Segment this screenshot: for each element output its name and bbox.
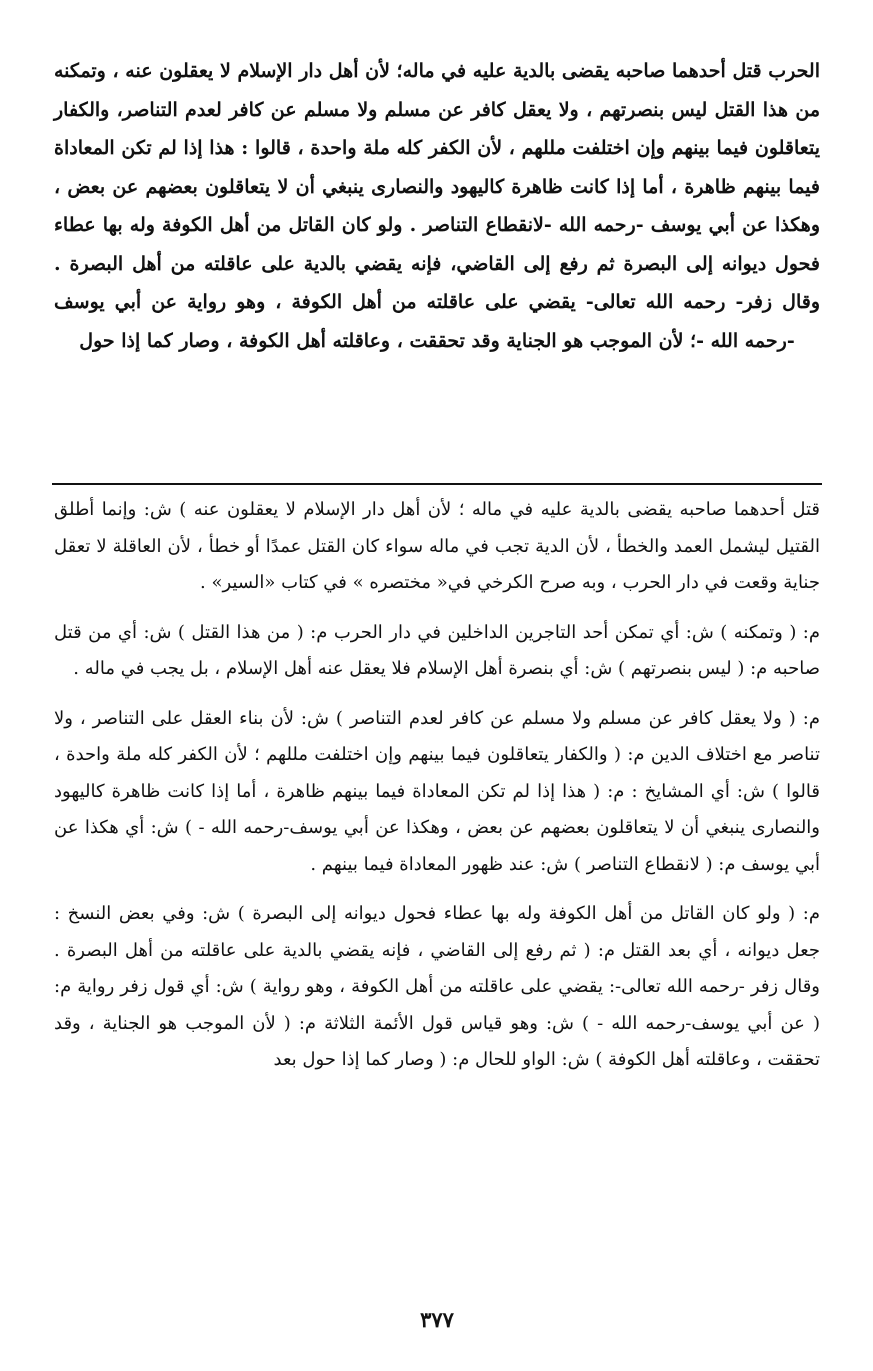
page-number: ٣٧٧ (420, 1307, 454, 1332)
commentary-paragraph: م: ( ولو كان القاتل من أهل الكوفة وله بها عطاء فحول ديوانه إلى البصرة ) ش: وفي بعض النسخ : جعل ديوانه ، أي بعد القتل م: ( ثم رفع إلى القاضي ، فإنه يقضي بالدية على عاقلته من أهل البصرة . وقال زفر -رحمه الله تعالى-: يقضي على عاقلته من أهل الكوفة ، وهو رواية ) ش: أي قول زفر رواية م: ( عن أبي يوسف-رحمه الله - ) ش: وهو قياس قول الأئمة الثلاثة م: ( لأن الموجب هو الجناية ، وقد تحققت ، وعاقلته أهل الكوفة ) ش: الواو للحال م: ( وصار كما إذا حول بعد (54, 903, 820, 1070)
book-page (52, 52, 822, 1342)
commentary-paragraph: قتل أحدهما صاحبه يقضى بالدية عليه في ماله ؛ لأن أهل دار الإسلام لا يعقلون عنه ) ش: وإنما أطلق القتيل ليشمل العمد والخطأ ، لأن الدية تجب في ماله سواء كان القتل عمدًا أو خطأ ، لأن العاقلة لا تعقل جناية وقعت في دار الحرب ، وبه صرح الكرخي في« مختصره » في كتاب «السير» . (54, 499, 820, 593)
main-text: الحرب قتل أحدهما صاحبه يقضى بالدية عليه في ماله؛ لأن أهل دار الإسلام لا يعقلون عنه ، وتمكنه من هذا القتل ليس بنصرتهم ، ولا يعقل كافر عن مسلم ولا مسلم عن كافر لعدم التناصر، والكفار يتعاقلون فيما بينهم وإن اختلفت مللهم ، لأن الكفر كله ملة واحدة ، قالوا : هذا إذا لم تكن المعاداة فيما بينهم ظاهرة ، أما إذا كانت ظاهرة كاليهود والنصارى ينبغي أن لا يتعاقلون بعضهم عن بعض ، وهكذا عن أبي يوسف -رحمه الله -لانقطاع التناصر . ولو كان القاتل من أهل الكوفة وله بها عطاء فحول ديوانه إلى البصرة ثم رفع إلى القاضي، فإنه يقضي بالدية على عاقلته من أهل البصرة . وقال زفر- رحمه الله تعالى- يقضي على عاقلته من أهل الكوفة ، وهو رواية عن أبي يوسف -رحمه الله -؛ لأن الموجب هو الجناية وقد تحققت ، وعاقلته أهل الكوفة ، وصار كما إذا حول (54, 60, 820, 352)
commentary-paragraph: م: ( ولا يعقل كافر عن مسلم ولا مسلم عن كافر لعدم التناصر ) ش: لأن بناء العقل على التناصر ، ولا تناصر مع اختلاف الدين م: ( والكفار يتعاقلون فيما بينهم وإن اختلفت مللهم ؛ لأن الكفر كله ملة واحدة ، قالوا ) ش: أي المشايخ : م: ( هذا إذا لم تكن المعاداة فيما بينهم ظاهرة ، أما إذا كانت ظاهرة كاليهود والنصارى ينبغي أن لا يتعاقلون بعضهم عن بعض ، وهكذا عن أبي يوسف-رحمه الله - ) ش: أي هكذا عن أبي يوسف م: ( لانقطاع التناصر ) ش: عند ظهور المعاداة فيما بينهم . (54, 707, 820, 875)
commentary-section (52, 492, 822, 1092)
divider-line (52, 483, 822, 485)
commentary-paragraph: م: ( وتمكنه ) ش: أي تمكن أحد التاجرين الداخلين في دار الحرب م: ( من هذا القتل ) ش: أي من قتل صاحبه م: ( ليس بنصرتهم ) ش: أي بنصرة أهل الإسلام فلا يعقل عنه أهل الإسلام ، بل يجب في ماله . (54, 621, 820, 679)
